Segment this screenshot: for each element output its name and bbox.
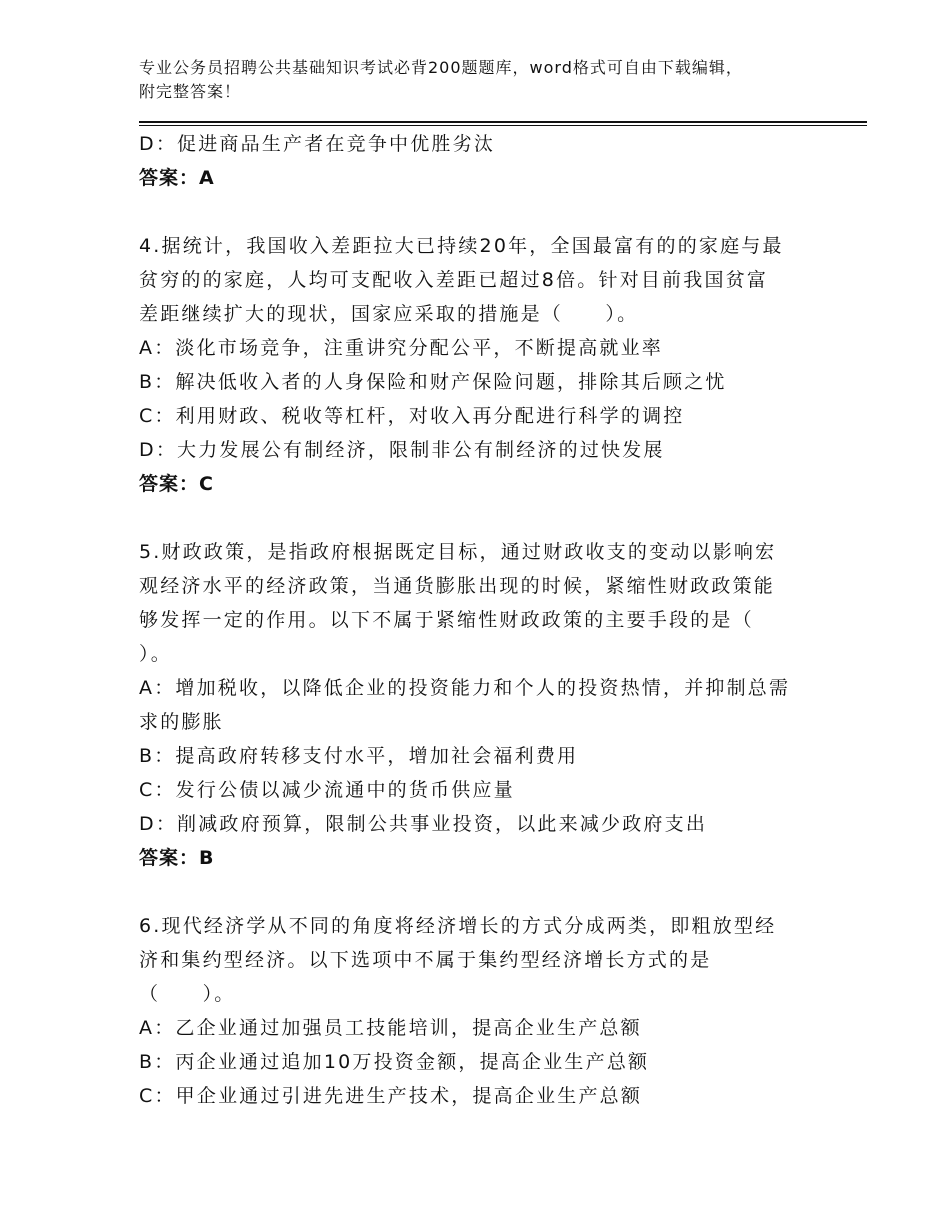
q3-answer: 答案：A bbox=[139, 167, 215, 189]
q4-stem-line: 4.据统计，我国收入差距拉大已持续20年，全国最富有的的家庭与最 bbox=[139, 235, 784, 257]
q4-option-a: A：淡化市场竞争，注重讲究分配公平，不断提高就业率 bbox=[139, 337, 663, 359]
question-4 bbox=[139, 229, 819, 501]
q5-stem-line: 够发挥一定的作用。以下不属于紧缩性财政政策的主要手段的是（ bbox=[139, 609, 754, 631]
q5-option-a: A：增加税收，以降低企业的投资能力和个人的投资热情，并抑制总需 bbox=[139, 677, 791, 699]
q4-answer: 答案：C bbox=[139, 473, 214, 495]
q6-option-a: A：乙企业通过加强员工技能培训，提高企业生产总额 bbox=[139, 1017, 642, 1039]
spacer bbox=[139, 875, 819, 909]
q5-option-a-continued: 求的膨胀 bbox=[139, 711, 224, 733]
question-3-continued bbox=[139, 127, 819, 195]
header-line-2: 附完整答案！ bbox=[139, 82, 242, 101]
spacer bbox=[139, 195, 819, 229]
q4-stem-line: 贫穷的的家庭，人均可支配收入差距已超过8倍。针对目前我国贫富 bbox=[139, 269, 769, 291]
q5-option-b: B：提高政府转移支付水平，增加社会福利费用 bbox=[139, 745, 579, 767]
header-divider-thin bbox=[139, 125, 867, 126]
q6-stem-line: （ ）。 bbox=[139, 983, 236, 1005]
document-body bbox=[139, 127, 819, 1113]
q4-stem-line: 差距继续扩大的现状，国家应采取的措施是（ ）。 bbox=[139, 303, 639, 325]
q3-option-d: D：促进商品生产者在竞争中优胜劣汰 bbox=[139, 133, 496, 155]
q4-option-d: D：大力发展公有制经济，限制非公有制经济的过快发展 bbox=[139, 439, 665, 461]
q5-answer: 答案：B bbox=[139, 847, 215, 869]
document-header bbox=[139, 56, 879, 104]
q5-stem-line: ）。 bbox=[139, 643, 172, 665]
header-divider-thick bbox=[139, 121, 867, 123]
question-6 bbox=[139, 909, 819, 1113]
q4-option-b: B：解决低收入者的人身保险和财产保险问题，排除其后顾之忧 bbox=[139, 371, 727, 393]
q6-option-c: C：甲企业通过引进先进生产技术，提高企业生产总额 bbox=[139, 1085, 643, 1107]
q5-option-c: C：发行公债以减少流通中的货币供应量 bbox=[139, 779, 515, 801]
question-5 bbox=[139, 535, 819, 875]
header-line-1: 专业公务员招聘公共基础知识考试必背200题题库，word格式可自由下载编辑， bbox=[139, 58, 743, 77]
q5-stem-line: 5.财政政策，是指政府根据既定目标，通过财政收支的变动以影响宏 bbox=[139, 541, 777, 563]
q5-option-d: D：削减政府预算，限制公共事业投资，以此来减少政府支出 bbox=[139, 813, 708, 835]
q5-stem-line: 观经济水平的经济政策，当通货膨胀出现的时候，紧缩性财政政策能 bbox=[139, 575, 776, 597]
spacer bbox=[139, 501, 819, 535]
q4-option-c: C：利用财政、税收等杠杆，对收入再分配进行科学的调控 bbox=[139, 405, 685, 427]
q6-stem-line: 6.现代经济学从不同的角度将经济增长的方式分成两类，即粗放型经 bbox=[139, 915, 777, 937]
q6-option-b: B：丙企业通过追加10万投资金额，提高企业生产总额 bbox=[139, 1051, 650, 1073]
q6-stem-line: 济和集约型经济。以下选项中不属于集约型经济增长方式的是 bbox=[139, 949, 712, 971]
